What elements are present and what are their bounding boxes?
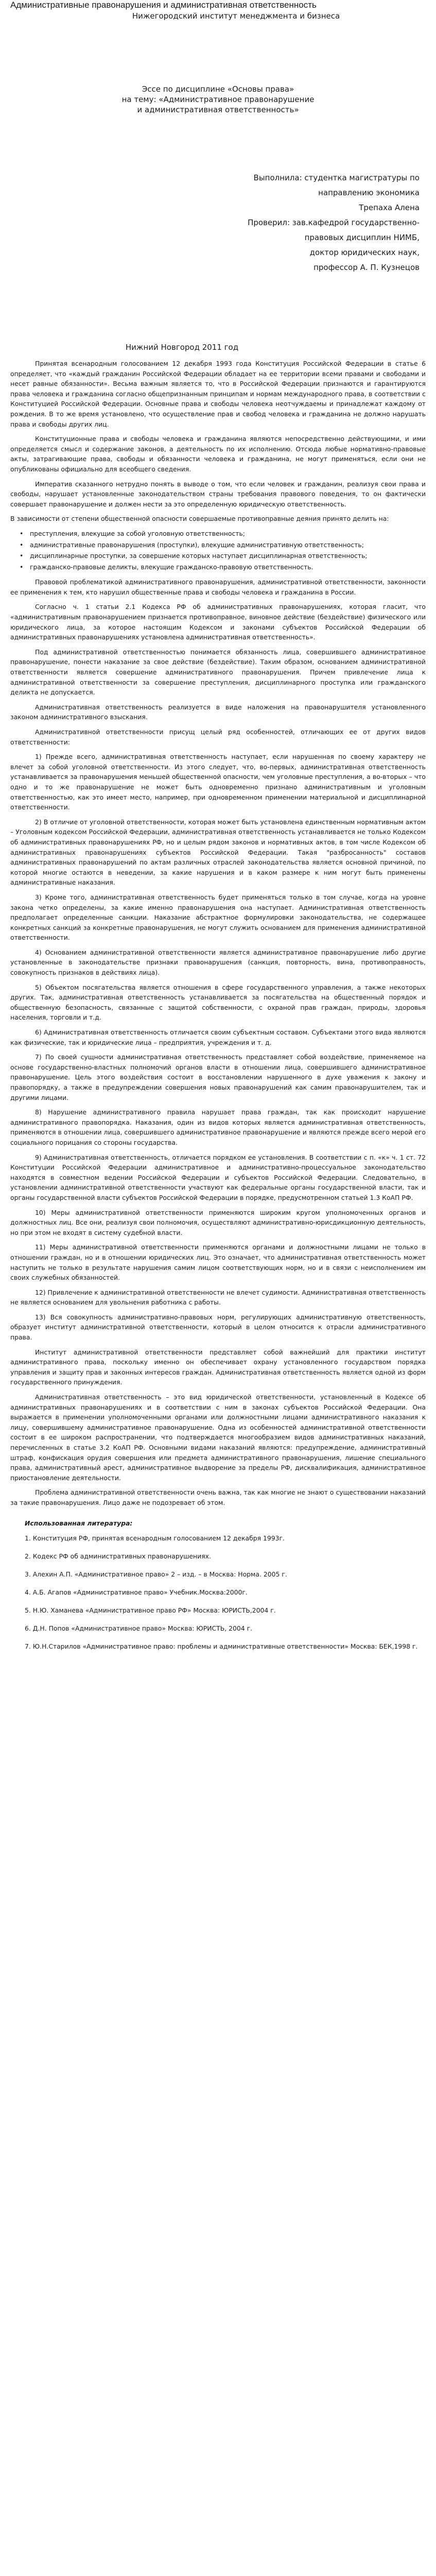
paragraph: 12) Привлечение к административной ответственности не влечет судимости. Административная ответственность не является основанием для увольнения работника с работы. [10,1288,426,1307]
paragraph: Согласно ч. 1 статьи 2.1 Кодекса РФ об административных правонарушениях, которая гласит, что «административным правонарушением признается противоправное, виновное действие (бездействие) физического или юридического лица, за которое настоящим Кодексом и законами субъектов Российской Федерации об административных правонарушениях установлена административная ответственность». [10,603,426,641]
paragraph: Административная ответственность реализуется в виде наложения на правонарушителя установленного законом административного взыскания. [10,703,426,721]
list-item: • административные правонарушения (проступки), влекущие административную ответственность; [20,540,426,550]
city-year: Нижний Новгород 2011 год [125,343,239,352]
author-line: Трепаха Алена [359,203,420,212]
essay-theme-line-2: и административная ответственность» [137,105,299,114]
reference-item: 7. Ю.Н.Старилов «Административное право: проблемы и административные ответственности» Москва: БЕК,1998 г. [25,1642,418,1650]
references-heading: Использованная литература: [25,1519,133,1527]
reference-item: 1. Конституция РФ, принятая всенародным голосованием 12 декабря 1993г. [25,1534,285,1542]
reviewer-line: доктор юридических наук, [309,248,420,257]
essay-discipline: Эссе по дисциплине «Основы права» [142,84,294,94]
author-info [10,171,426,275]
reference-item: 4. А.Б. Агапов «Административное право» Учебник.Москва:2000г. [25,1588,248,1596]
author-line: Выполнила: студентка магистратуры по [253,173,420,182]
paragraph: 8) Нарушение административного правила нарушает права граждан, так как происходит нарушение административного правопорядка. Наказания, один из видов которых является административная ответственность, применяются в отношении лица, совершившего административное правонарушение и являются прежде всего мерой его социального порицания со стороны государства. [10,1108,426,1146]
institute-name: Нижегородский институт менеджмента и бизнеса [132,11,340,21]
reviewer-line: правовых дисциплин НИМБ, [304,233,420,242]
paragraph: В зависимости от степени общественной опасности совершаемые противоправные деяния принято делить на: [10,515,389,523]
paragraph: Институт административной ответственности представляет собой важнейший для практики институт административного права, поскольку именно он обеспечивает охрану установленного государством порядка управления и защиту прав и законных интересов граждан. Административная ответственность является одной из форм государственного принуждения. [10,1348,426,1386]
paragraph: 1) Прежде всего, административная ответственность наступает, если нарушенная по своему характеру не влечет за собой уголовной ответственности. Из этого следует, что, во-первых, административная ответственность устанавливается за правонарушения меньшей общественной опасности, чем уголовные преступления, а во-вторых – что одно и то же правонарушение не может быть одновременно признано административным и уголовным ответственностью, как это имеет место, например, при одновременном применении материальной и дисциплинарной ответственности. [10,753,426,811]
list-item: • преступления, влекущие за собой уголовную ответственность; [20,529,426,539]
paragraph: 11) Меры административной ответственности применяются органами и должностными лицами не только в отношении граждан, но и в отношении юридических лиц. Это означает, что административная ответственность может наступить не только в результате нарушения самим лицом соответствующих норм, но и в связи с неисполнением им своих служебных обязанностей. [10,1243,426,1282]
reference-item: 3. Алехин А.П. «Административное право» 2 – изд. – в Москва: Норма. 2005 г. [25,1570,287,1578]
paragraph: 2) В отличие от уголовной ответственности, которая может быть установлена единственным нормативным актом – Уголовным кодексом Российской Федерации, административная ответственность устанавливается не только Кодексом об административных правонарушениях РФ, но и целым рядом законов и нормативных актов, в том числе Кодексом об административных правонарушениях субъектов Российской Федерации. Такая "разбросанность" составов административных правонарушений по актам различных отраслей законодательства является основной причиной, по которой многие остаются в неведении, за какие нарушения и в каком размере к ним могут быть применены административные наказания. [10,818,426,887]
essay-topic [10,84,426,115]
document-title: Административные правонарушения и административная ответственность [10,0,317,10]
paragraph: Административной ответственности присущ целый ряд особенностей, отличающих ее от других видов ответственности: [10,728,426,746]
paragraph: 9) Административная ответственность, отличается порядком ее установления. В соответствии с п. «к» ч. 1 ст. 72 Конституции Российской Федерации административное и административно-процессуальное законодательство находятся в совместном ведении Российской Федерации и субъектов Российской Федерации. Следовательно, в установлении административной ответственности участвуют как федеральные органы государственной власти, так и органы государственной власти субъектов Российской Федерации в порядке, предусмотренном статьей 1.3 КоАП РФ. [10,1153,426,1201]
paragraph: Под административной ответственностью понимается обязанность лица, совершившего административное правонарушение, понести наказание за свое действие (бездействие). Таким образом, основанием административной ответственности является совершение административного правонарушения. Причем привлечение лица к административной ответственности за совершение преступления, дисциплинарного проступка или гражданского деликта не допускается. [10,648,426,697]
paragraph: Проблема административной ответственности очень важна, так как многие не знают о существовании наказаний за такие правонарушения. Лицо даже не подозревает об этом. [10,1488,426,1506]
offence-types-list [10,529,426,572]
paragraph: Административная ответственность – это вид юридической ответственности, установленный в Кодексе об административных правонарушениях и в соответствии с ним в законах субъектов Российской Федерации. Она выражается в применении уполномоченными органами или должностными лицами административного наказания к лицу, совершившему административное правонарушение. Одна из особенностей административной ответственности состоит в ее широком распространении, что подтверждается многообразием видов административных наказаний, перечисленных в статье 3.2 КоАП РФ. Основными видами наказаний являются: предупреждение, административный штраф, конфискация орудия совершения или предмета административного правонарушения, лишение специального права, административный арест, административное выдворение за пределы РФ, дисквалификация, административное приостановление деятельности. [10,1393,426,1482]
paragraph: 3) Кроме того, административная ответственность будет применяться только в том случае, когда на уровне закона четко определены, за какие именно правонарушения она наступает. Административная ответственность предполагает определенные санкции. Наказание абстрактное формулировки законодательства, не содержащее конкретных санкций за конкретные правонарушения, не могут служить основанием для применения административной ответственности. [10,893,426,942]
essay-body [10,359,426,1508]
paragraph: 10) Меры административной ответственности применяются широким кругом уполномоченных органов и должностных лиц. Все они, реализуя свои полномочия, осуществляют административно-юрисдикционную деятельность, но при этом не входят в систему судебной власти. [10,1208,426,1236]
paragraph: 5) Объектом посягательства является отношения в сфере государственного управления, а также некоторых других. Так, административная ответственность устанавливается за посягательства на общественный порядок и общественную безопасность, связанные с защитой собственности, с охраной прав граждан, природы, здоровья населения, торговли и т.д. [10,983,426,1022]
reference-item: 2. Кодекс РФ об административных правонарушениях. [25,1552,211,1560]
paragraph: Конституционные права и свободы человека и гражданина являются непосредственно действующими, и ими определяется смысл и содержание законов, а деятельность по их исполнению. Отсюда любые нормативно-правовые акты, затрагивающие права, свободы и обязанности человека и гражданина, не могут применяться, если они не опубликованы официально для всеобщего сведения. [10,435,426,473]
paragraph: 13) Вся совокупность административно-правовых норм, регулирующих административную ответственность, образует институт административной ответственности, который в целом относится к отрасли административного права. [10,1313,426,1342]
paragraph: 7) По своей сущности административная ответственность представляет собой воздействие, применяемое на основе государственно-властных полномочий органов власти в отношении лица, совершившего административное правонарушение. Цель этого воздействия состоит в восстановлении нарушенного в духе уважения к закону и правопорядку, а также в предупреждении совершения новых правонарушений как самим правонарушителем, так и другими лицами. [10,1053,426,1101]
paragraph: 6) Административная ответственность отличается своим субъектным составом. Субъектами этого вида являются как физические, так и юридические лица – предприятия, учреждения и т. д. [10,1028,426,1046]
paragraph: Императив сказанного нетрудно понять в выводе о том, что если человек и гражданин, реализуя свои права и свободы, нарушает установленные законодательством страны требования правового поведения, то он фактически совершает правонарушение и должен нести за это определенную юридическую ответственность. [10,480,426,508]
list-item: • гражданско-правовые деликты, влекущие гражданско-правовую ответственность. [20,562,426,572]
paragraph: Правовой проблематикой административного правонарушения, административной ответственности, законности ее применения к тем, кто нарушил общественные права и свободы человека и гражданина в России. [10,578,426,596]
reference-item: 6. Д.Н. Попов «Административное право» Москва: ЮРИСТЬ, 2004 г. [25,1624,253,1632]
author-line: направлению экономика [318,188,420,197]
list-item: • дисциплинарные проступки, за совершение которых наступает дисциплинарная ответственность; [20,551,426,561]
paragraph: 4) Основанием административной ответственности является административное правонарушение либо другие установленные в законодательстве признаки правонарушения (санкция, повторность, вина, противоправность, совокупность признаков в действиях лица). [10,948,426,977]
reference-item: 5. Н.Ю. Хаманева «Административное право РФ» Москва: ЮРИСТЬ,2004 г. [25,1606,276,1614]
paragraph: Принятая всенародным голосованием 12 декабря 1993 года Конституция Российской Федерации в статье 6 определяет, что «каждый гражданин Российской Федерации обладает на ее территории всеми правами и свободами и несет равные обязанности». Весьма важным является то, что в Российской Федерации признаются и гарантируются права человека и гражданина согласно общепризнанным принципам и нормам международного права, в соответствии с Конституцией Российской Федерации. Основные права и свободы человека неотчуждаемы и принадлежат каждому от рождения. В то же время установлено, что осуществление прав и свобод человека и гражданина не должно нарушать права и свободы других лиц. [10,360,426,428]
essay-theme-line-1: на тему: «Административное правонарушение [121,95,315,104]
reviewer-line: Проверил: зав.кафедрой государственно- [248,218,420,227]
reviewer-line: профессор А. П. Кузнецов [313,263,420,272]
references-list [10,1533,426,1651]
